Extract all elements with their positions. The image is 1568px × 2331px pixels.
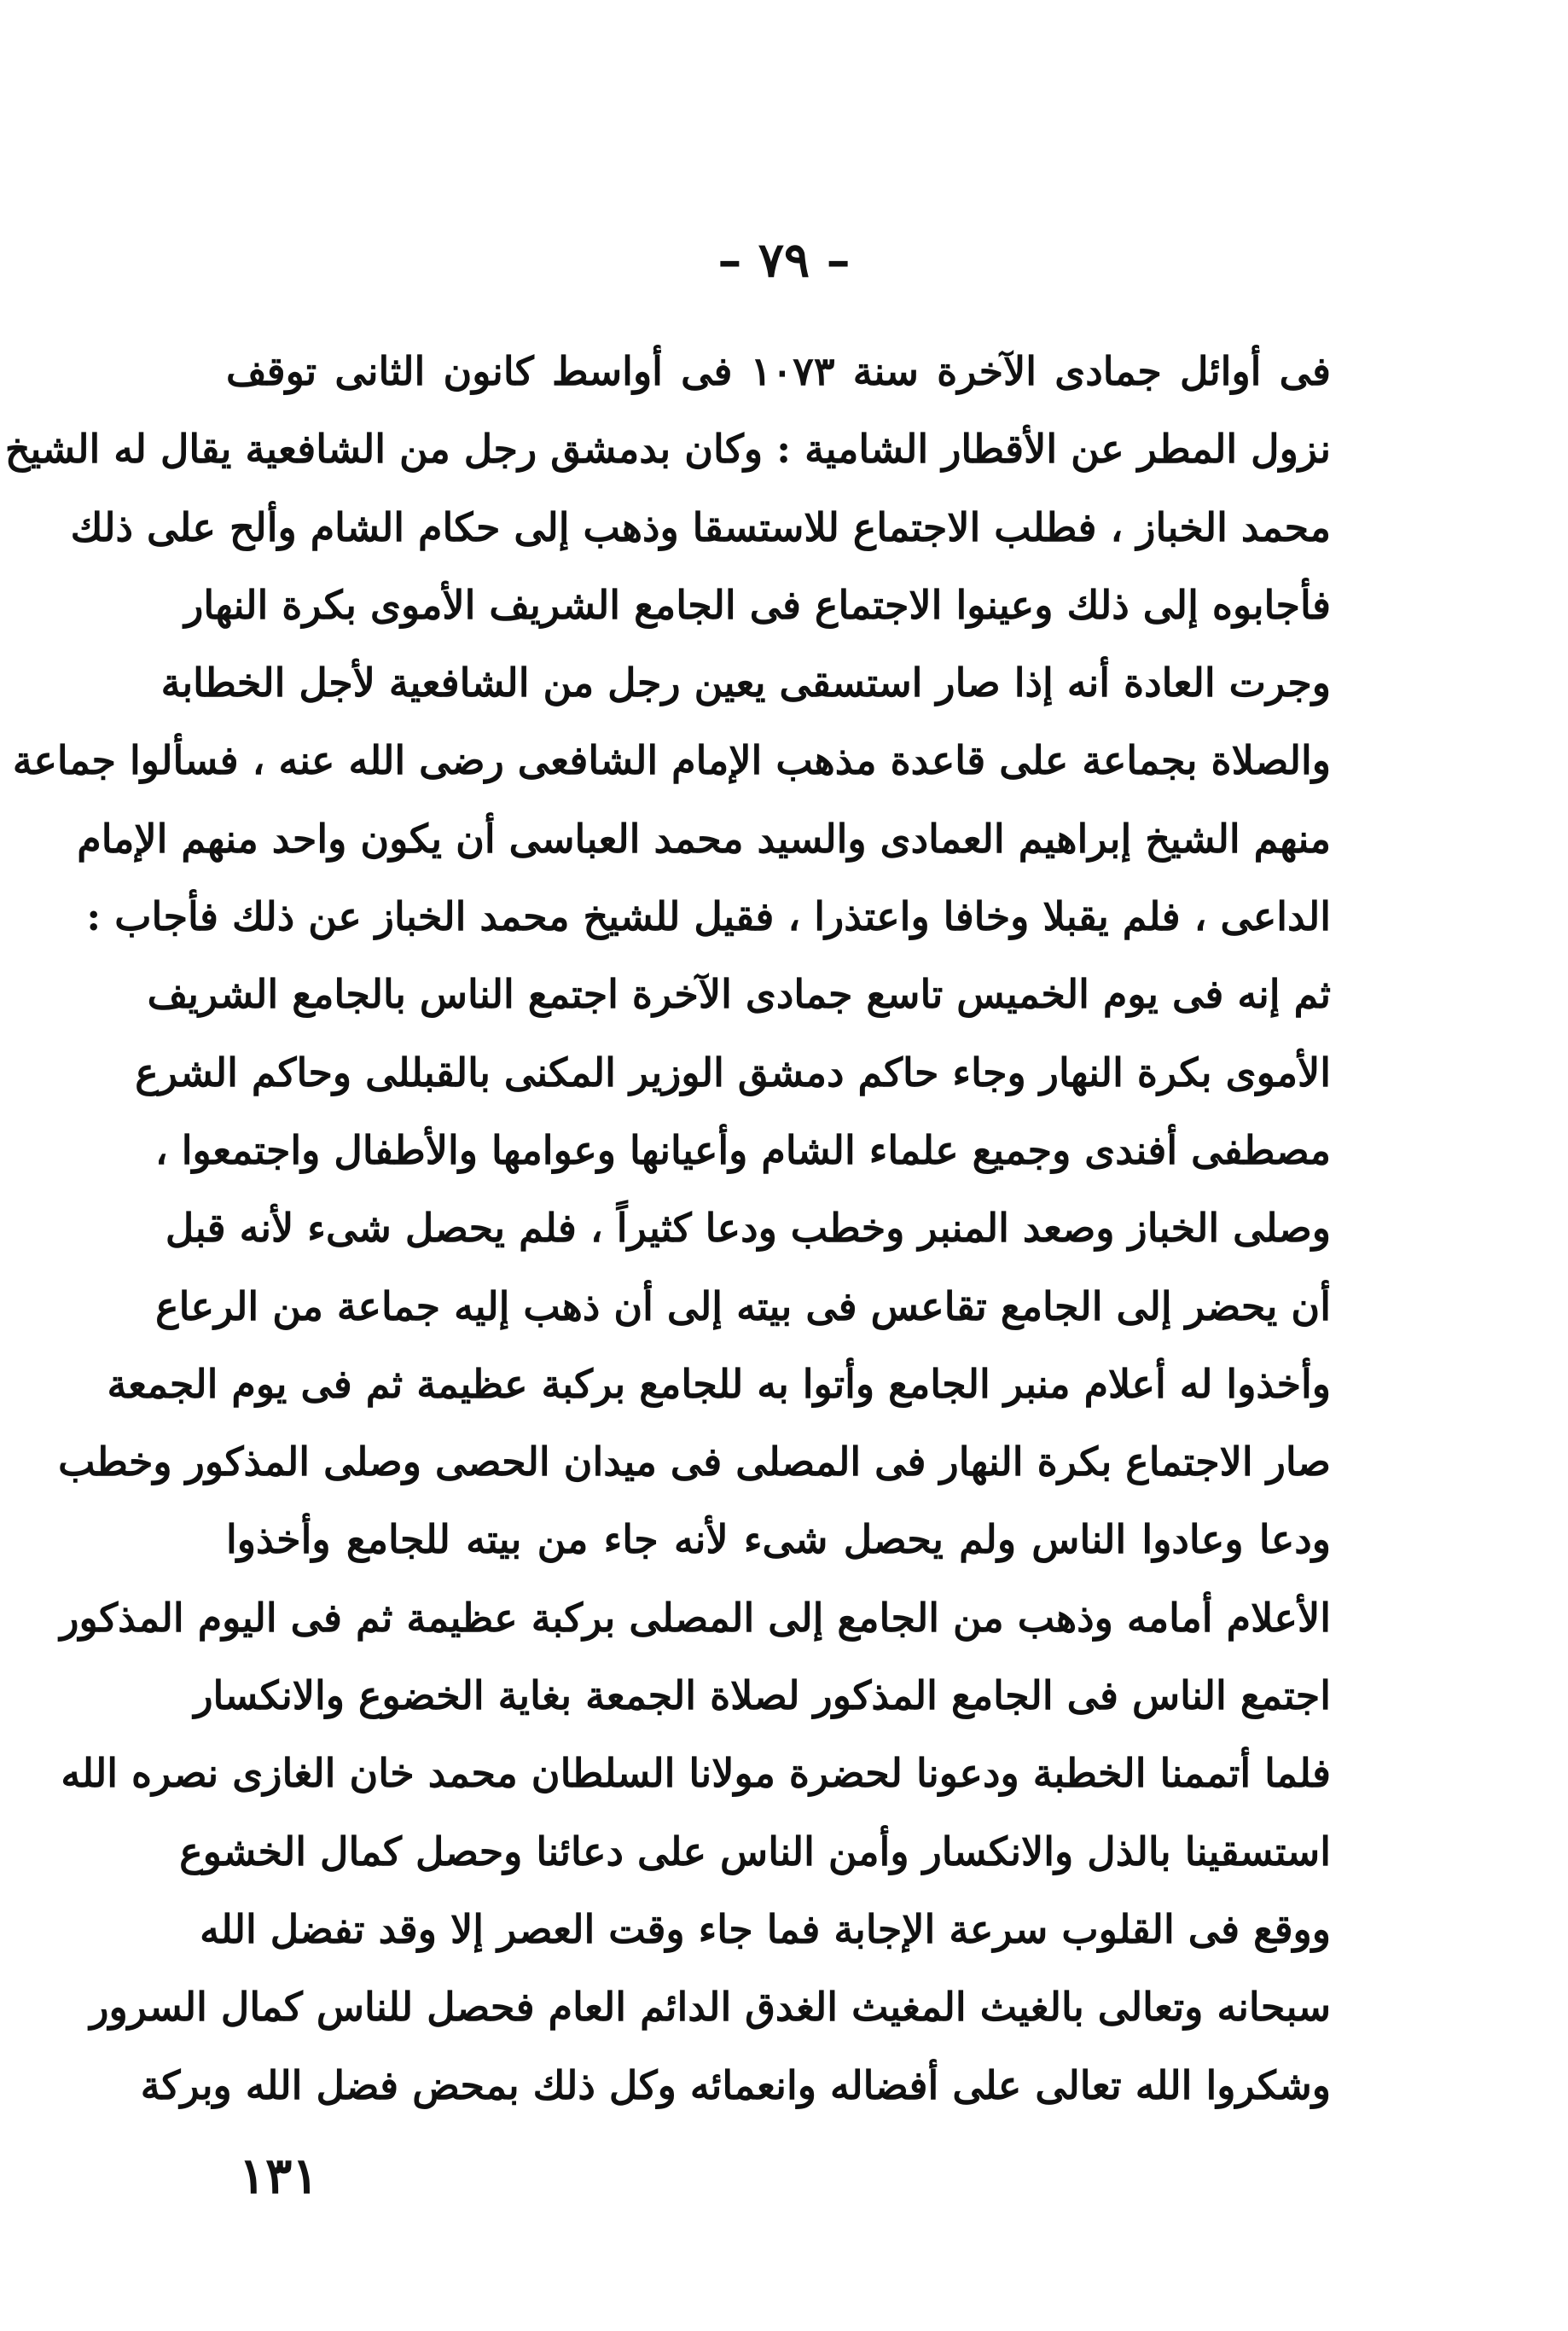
text-line: الداعى ، فلم يقبلا وخافا واعتذرا ، فقيل للشيخ محمد الخباز عن ذلك فأجاب :	[86, 893, 1331, 940]
text-line: منهم الشيخ إبراهيم العمادى والسيد محمد العباسى أن يكون واحد منهم الإمام	[77, 815, 1331, 862]
text-line: الأعلام أمامه وذهب من الجامع إلى المصلى بركبة عظيمة ثم فى اليوم المذكور	[60, 1594, 1331, 1641]
text-line: استسقينا بالذل والانكسار وأمن الناس على دعائنا وحصل كمال الخشوع	[179, 1828, 1331, 1875]
text-line: وصلى الخباز وصعد المنبر وخطب ودعا كثيراً ، فلم يحصل شىء لأنه قبل	[165, 1205, 1331, 1252]
text-line: والصلاة بجماعة على قاعدة مذهب الإمام الشافعى رضى الله عنه ، فسألوا جماعة	[12, 737, 1331, 784]
text-line: صار الاجتماع بكرة النهار فى المصلى فى ميدان الحصى وصلى المذكور وخطب	[58, 1439, 1331, 1485]
text-line: فى أوائل جمادى الآخرة سنة ١٠٧٣ فى أواسط كانون الثانى توقف	[226, 348, 1332, 394]
text-line: ودعا وعادوا الناس ولم يحصل شىء لأنه جاء من بيته للجامع وأخذوا	[226, 1516, 1331, 1563]
text-line: مصطفى أفندى وجميع علماء الشام وأعيانها وعوامها والأطفال واجتمعوا ،	[154, 1126, 1331, 1173]
page-number-header: – ٧٩ –	[717, 232, 851, 288]
text-line: نزول المطر عن الأقطار الشامية : وكان بدمشق رجل من الشافعية يقال له الشيخ	[4, 426, 1331, 473]
text-line: أن يحضر إلى الجامع تقاعس فى بيته إلى أن ذهب إليه جماعة من الرعاع	[155, 1282, 1331, 1329]
text-line: فلما أتممنا الخطبة ودعونا لحضرة مولانا السلطان محمد خان الغازى نصره الله	[61, 1750, 1331, 1797]
text-line: سبحانه وتعالى بالغيث المغيث الغدق الدائم العام فحصل للناس كمال السرور	[90, 1984, 1331, 2031]
text-line: فأجابوه إلى ذلك وعينوا الاجتماع فى الجامع الشريف الأموى بكرة النهار	[184, 581, 1331, 628]
text-line: الأموى بكرة النهار وجاء حاكم دمشق الوزير المكنى بالقبللى وحاكم الشرع	[135, 1049, 1331, 1096]
page-number-footer: ١٣١	[239, 2147, 319, 2205]
text-line: ثم إنه فى يوم الخميس تاسع جمادى الآخرة اجتمع الناس بالجامع الشريف	[147, 971, 1331, 1018]
text-line: وأخذوا له أعلام منبر الجامع وأتوا به للجامع بركبة عظيمة ثم فى يوم الجمعة	[107, 1360, 1331, 1407]
text-line: ووقع فى القلوب سرعة الإجابة فما جاء وقت العصر إلا وقد تفضل الله	[200, 1905, 1331, 1952]
text-line: وجرت العادة أنه إذا صار استسقى يعين رجل من الشافعية لأجل الخطابة	[160, 660, 1331, 706]
text-line: محمد الخباز ، فطلب الاجتماع للاستسقا وذهب إلى حكام الشام وألح على ذلك	[70, 503, 1331, 550]
text-line: وشكروا الله تعالى على أفضاله وانعمائه وكل ذلك بمحض فضل الله وبركة	[140, 2061, 1331, 2108]
body-text	[4, 333, 1332, 2125]
text-line: اجتمع الناس فى الجامع المذكور لصلاة الجمعة بغاية الخضوع والانكسار	[194, 1672, 1331, 1719]
